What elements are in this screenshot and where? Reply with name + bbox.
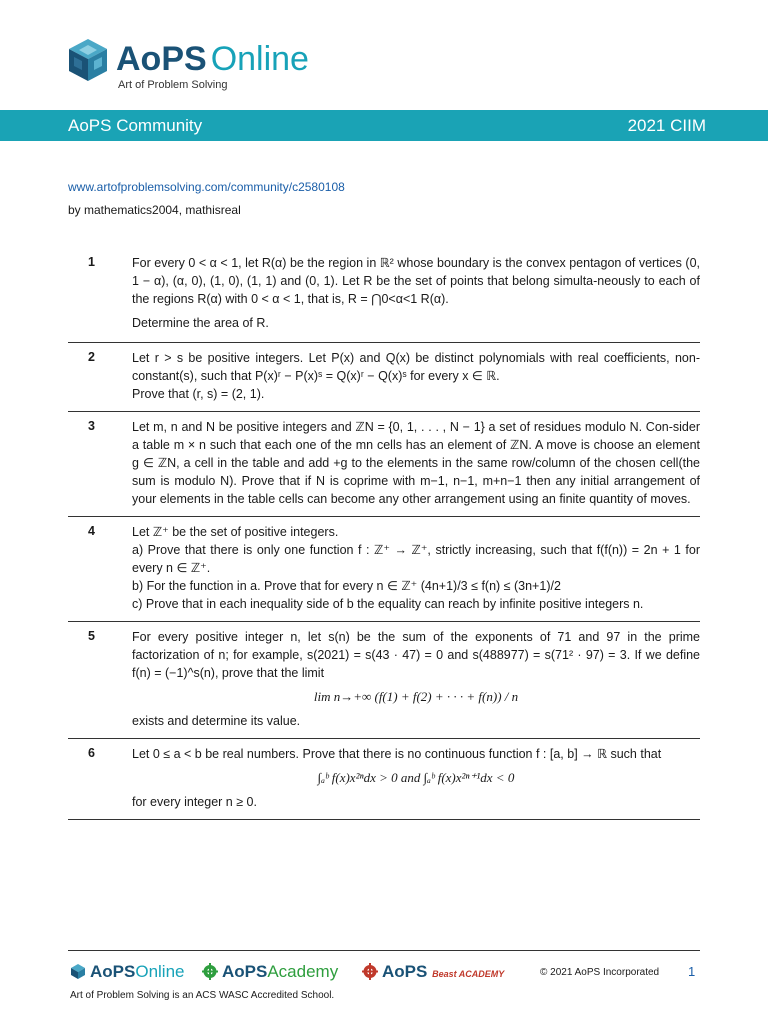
problem-number: 4	[88, 524, 95, 538]
problem-paragraph: Let ℤ⁺ be the set of positive integers.	[132, 525, 339, 539]
footer-logo-academy: Academy	[267, 962, 339, 981]
problem-paragraph: Prove that (r, s) = (2, 1).	[132, 387, 265, 401]
problem-number: 2	[88, 350, 95, 364]
footer-logo-brand: AoPS	[382, 962, 428, 981]
footer-divider	[68, 950, 700, 951]
community-link[interactable]: www.artofproblemsolving.com/community/c2580108	[68, 180, 345, 194]
problem-paragraph: For every 0 < α < 1, let R(α) be the region in ℝ² whose boundary is the convex pentagon of vertices (0, 1 − α), (α, 0), (1, 0), (1, 1) and (0, 1). Let R be the set of points that belong simulta-neously to each of the regions R(α) with 0 < α < 1, that is, R = ⋂0<α<1 R(α).	[132, 256, 700, 306]
page-number: 1	[688, 964, 696, 979]
problem-number: 6	[88, 746, 95, 760]
community-banner	[0, 110, 768, 141]
problem-item	[68, 739, 700, 820]
footer-aops-online-logo[interactable]	[70, 960, 184, 984]
problem-paragraph: for every integer n ≥ 0.	[132, 795, 257, 809]
problem-text	[132, 745, 700, 811]
problem-text	[132, 628, 700, 730]
footer-aops-academy-logo[interactable]	[202, 960, 338, 984]
problem-paragraph: a) Prove that there is only one function f : ℤ⁺ → ℤ⁺, strictly increasing, such that f(f(n)) = 2n + 1 for every n ∈ ℤ⁺.	[132, 543, 700, 575]
problem-item	[68, 412, 700, 517]
display-formula: lim n→+∞ (f(1) + f(2) + · · · + f(n)) / n	[313, 689, 519, 704]
problem-paragraph: b) For the function in a. Prove that for every n ∈ ℤ⁺ (4n+1)/3 ≤ f(n) ≤ (3n+1)/2	[132, 579, 561, 593]
problem-text	[132, 523, 700, 613]
problem-item	[68, 248, 700, 343]
display-formula: ∫ₐᵇ f(x)x²ⁿdx > 0 and ∫ₐᵇ f(x)x²ⁿ⁺¹dx < 0	[317, 770, 515, 785]
problem-item	[68, 517, 700, 622]
problem-item	[68, 343, 700, 412]
problem-number: 3	[88, 419, 95, 433]
problem-paragraph: Let m, n and N be positive integers and ℤN = {0, 1, . . . , N − 1} a set of residues modulo N. Con-sider a table m × n such that each one of the mn cells has an element of ℤN. A move is choose an element g ∈ ℤN, a cell in the table and add +g to the elements in the same row/column of the chosen cell(the sum is modulo N). Prove that if N is coprime with m−1, n−1, m+n−1 then any initial arrangement of your elements in the table cells can become any other arrangement using an finite quantity of moves.	[132, 420, 700, 506]
logo-wordmark	[116, 37, 309, 81]
problem-text	[132, 418, 700, 508]
problem-item	[68, 622, 700, 739]
footer-logo-online: Online	[135, 962, 185, 981]
problem-paragraph: For every positive integer n, let s(n) be the sum of the exponents of 71 and 97 in the prime factorization of n; for example, s(2021) = s(43 · 47) = 0 and s(488977) = s(71² · 97) = 3. If we define f(n) = (−1)^s(n), prove that the limit	[132, 630, 700, 680]
footer-logo-beast: Beast ACADEMY	[432, 969, 505, 979]
logo-tagline: Art of Problem Solving	[118, 79, 228, 91]
footer-logo-brand: AoPS	[90, 962, 136, 981]
authors-line: by mathematics2004, mathisreal	[68, 203, 241, 217]
accreditation-text: Art of Problem Solving is an ACS WASC Accredited School.	[70, 990, 335, 1001]
copyright-text: © 2021 AoPS Incorporated	[540, 967, 660, 978]
problem-paragraph: exists and determine its value.	[132, 714, 301, 728]
problem-paragraph: c) Prove that in each inequality side of b the equality can reach by infinite positive integers n.	[132, 597, 644, 611]
footer-logos	[70, 960, 530, 984]
footer-logo-brand: AoPS	[222, 962, 268, 981]
contest-name: 2021 CIIM	[627, 116, 706, 135]
problem-paragraph: Determine the area of R.	[132, 316, 269, 330]
aops-cube-icon	[70, 963, 86, 980]
logo-online-text: Online	[210, 40, 309, 78]
problem-number: 5	[88, 629, 95, 643]
academy-gear-icon	[202, 963, 218, 980]
logo-aops-text: AoPS	[116, 40, 207, 78]
aops-cube-icon	[66, 37, 110, 83]
banner-title[interactable]: AoPS Community	[68, 116, 203, 135]
problem-number: 1	[88, 255, 95, 269]
beast-gear-icon	[362, 963, 378, 980]
problem-text	[132, 349, 700, 403]
problem-text	[132, 254, 700, 332]
problem-list	[68, 248, 700, 820]
aops-online-logo[interactable]	[66, 37, 326, 93]
footer-aops-beast-logo[interactable]	[362, 960, 504, 986]
problem-paragraph: Let r > s be positive integers. Let P(x) and Q(x) be distinct polynomials with real coefficients, non-constant(s), such that P(x)ʳ − P(x)ˢ = Q(x)ʳ − Q(x)ˢ for every x ∈ ℝ.	[132, 351, 700, 383]
problem-paragraph: Let 0 ≤ a < b be real numbers. Prove that there is no continuous function f : [a, b] → ℝ such that	[132, 747, 662, 761]
